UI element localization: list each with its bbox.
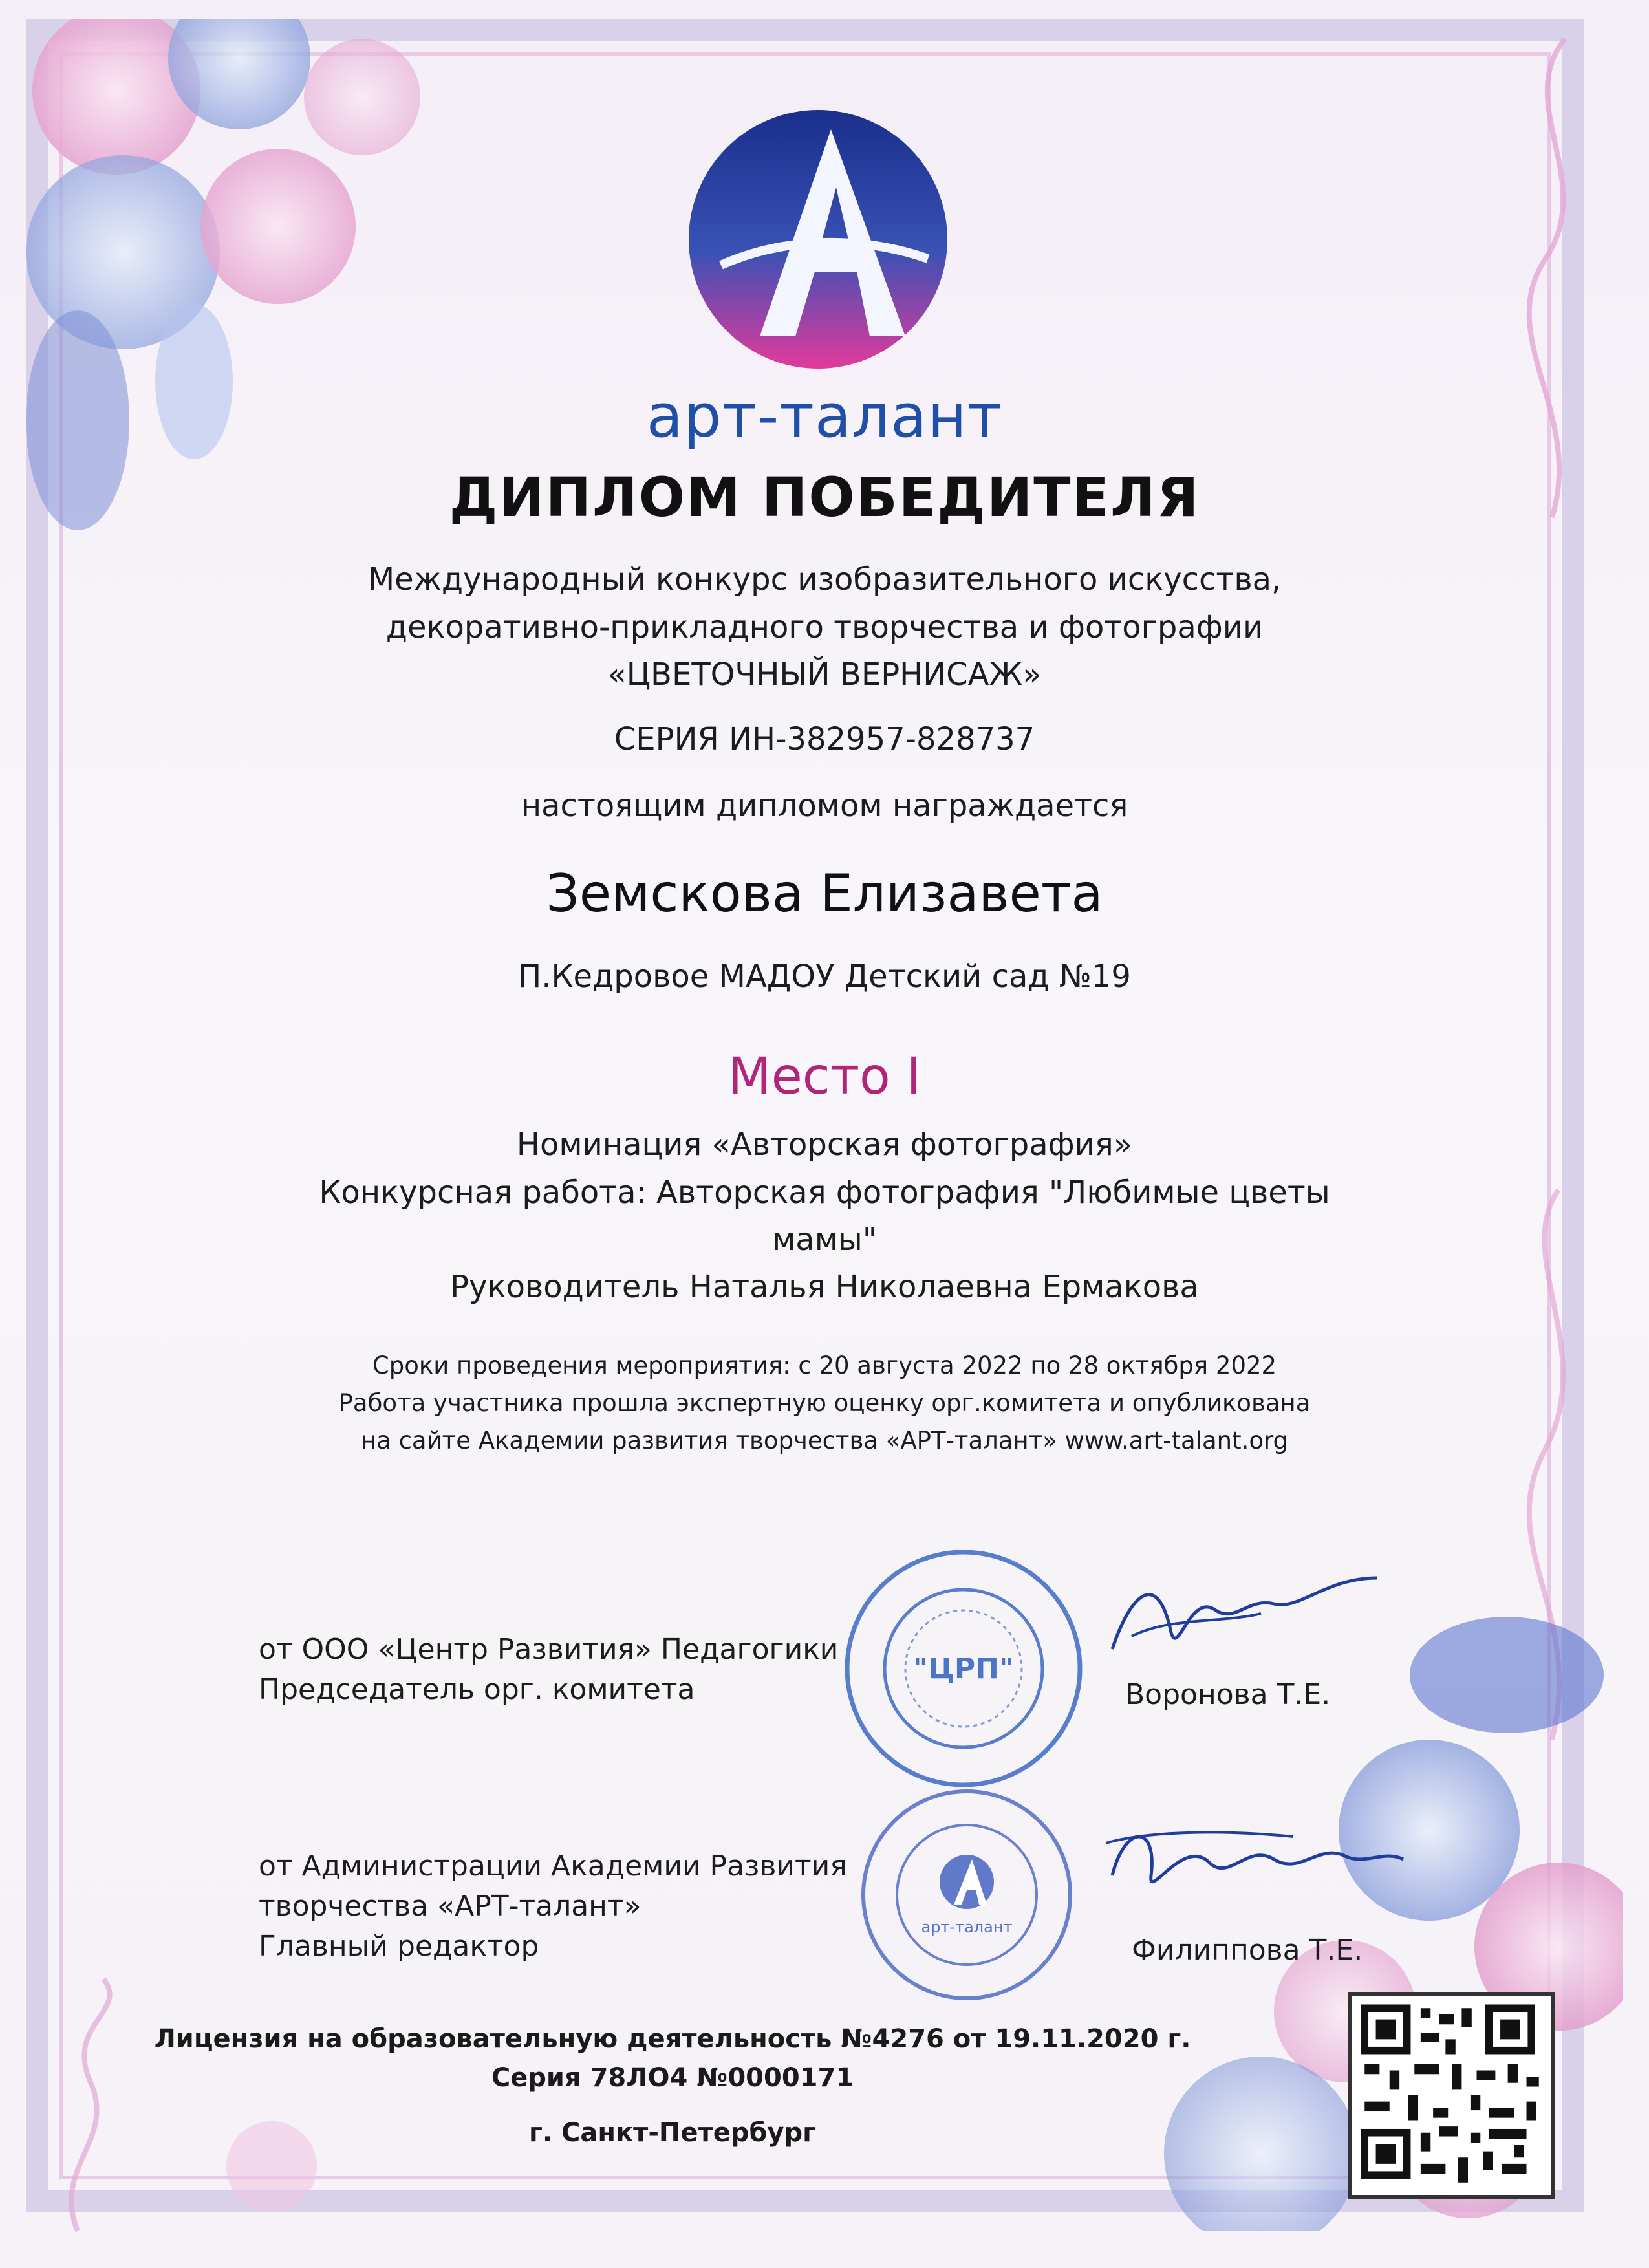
signature-voronova-icon [1093,1552,1390,1681]
org2-line-2: творчества «АРТ-талант» [259,1890,641,1923]
org1-block [259,1630,838,1710]
work-title-line-2: мамы" [772,1222,877,1258]
org2-block [259,1846,847,1967]
art-talant-logo-icon [682,103,954,375]
org1-line-2: Председатель орг. комитета [259,1673,695,1706]
awarded-text: настоящим дипломом награждается [521,788,1128,824]
art-talant-stamp-icon [857,1785,1077,2005]
series-number: СЕРИЯ ИН-382957-828737 [614,721,1035,757]
org1-signer: Воронова Т.Е. [1125,1678,1331,1711]
review-line-2: на сайте Академии развития творчества «АРТ-талант» www.art-talant.org [360,1427,1289,1454]
signature-filippova-icon [1099,1798,1410,1914]
license-series: Серия 78ЛО4 №0000171 [491,2063,854,2093]
floral-bottom-left-decoration [39,1972,375,2244]
art-talant-stamp-text: арт-талант [921,1918,1013,1936]
contest-line-1: Международный конкурс изобразительного искусства, [367,561,1282,598]
crp-stamp-text: "ЦРП" [913,1652,1014,1685]
brand-name: арт-талант [646,382,1003,451]
qr-code-icon [1348,1992,1555,2199]
event-dates: Сроки проведения мероприятия: с 20 августа 2022 по 28 октября 2022 [372,1352,1277,1379]
place-award: Место I [727,1048,921,1106]
contest-line-2: декоративно-прикладного творчества и фотографии [385,609,1264,645]
work-title-line-1: Конкурсная работа: Авторская фотография "Любимые цветы [319,1174,1330,1211]
org2-line-3: Главный редактор [259,1930,539,1963]
institution: П.Кедровое МАДОУ Детский сад №19 [518,958,1131,995]
license-text: Лицензия на образовательную деятельность №4276 от 19.11.2020 г. [154,2024,1191,2054]
org2-signer: Филиппова Т.Е. [1132,1934,1363,1967]
review-line-1: Работа участника прошла экспертную оценку орг.комитета и опубликована [338,1389,1311,1417]
diploma-title: ДИПЛОМ ПОБЕДИТЕЛЯ [449,466,1200,529]
org1-line-1: от ООО «Центр Развития» Педагогики [259,1633,839,1666]
city: г. Санкт-Петербург [528,2118,817,2148]
org2-line-1: от Администрации Академии Развития [259,1850,847,1883]
contest-name: «ЦВЕТОЧНЫЙ ВЕРНИСАЖ» [607,656,1042,693]
supervisor: Руководитель Наталья Николаевна Ермакова [450,1269,1199,1305]
recipient-name: Земскова Елизавета [546,863,1103,923]
crp-stamp-icon [841,1546,1086,1791]
nomination: Номинация «Авторская фотография» [516,1127,1133,1163]
